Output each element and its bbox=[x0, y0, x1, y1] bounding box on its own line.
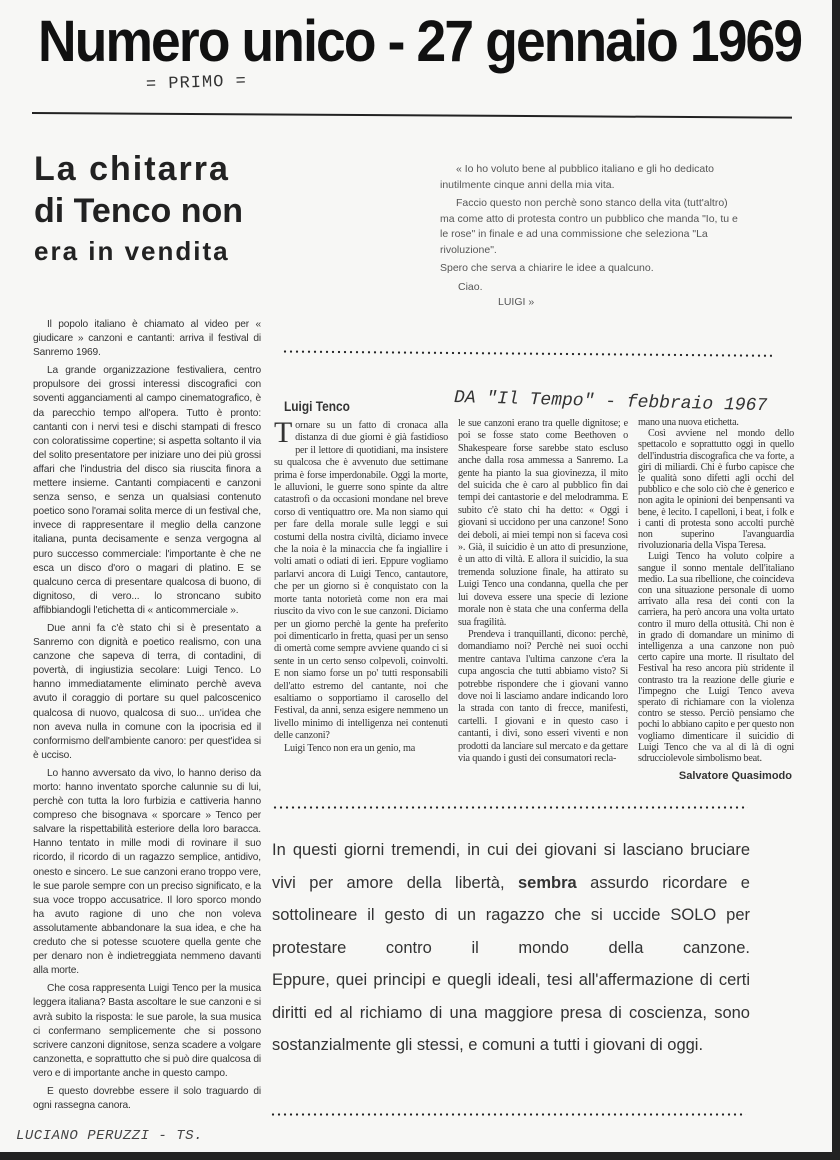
letter-paragraph: « Io ho voluto bene al pubblico italiano e gli ho dedicato inutilmente cinque anni della mia vita. bbox=[440, 163, 715, 191]
clipping-paragraph: Tornare su un fatto di cronaca alla distanza di due giorni è già fastidioso per il lettore di quotidiani, ma insistere su qualcosa che è avvenuto due settimane prima è forse imperdonabile. Oggi la morte, le alluvioni, le guerre sono spinte da altre catastrofi o da occasioni mondane nel breve corso di ventiquattro ore. Ma non siamo qui per fare della morale sulle leggi e sui costumi della nostra civiltà, diciamo invece che la noia è la minaccia che fa ingiallire i volti amati o odiati di ieri. Eppure vogliamo parlarvi ancora di Luigi Tenco, cantautore, che per un giorno si è conquistato con la morte tanta notorietà come non era mai riuscito da vivo con le sue canzoni. Diciamo per un giorno perchè la gente ha preferito poi dimenticarlo in fretta, quasi per un senso di omertà come sempre avviene quando ci si sente in un certo senso colpevoli, coinvolti. E non siamo forse un po' tutti responsabili dell'atto estremo del cantante, noi che esaltiamo o sopportiamo il carosello del Festival, da anni, senza esigere nemmeno un livello minimo di intelligenza nei contenuti delle canzoni? bbox=[274, 416, 448, 742]
article-paragraph: Lo hanno avversato da vivo, lo hanno deriso da morto: hanno inventato sporche calunnie su di lui, perchè con tutta la loro furbizia e cattiveria hanno compreso che bisognava « sporcare » Tenco per salvare la rispettabilità esteriore della loro baracca. Hanno tentato in mille modi di rovinare il suo ricordo, il ricordo di un ragazzo semplice, antidivo, onesto e sincero. Le sue canzoni erano troppo vere, le sue parole sempre con un preciso significato, e la sua voce troppo accusatrice. Il loro sporco mondo ha avuto ragione di uno che non voleva assolutamente abbandonare la sua idea, e che ha creduto che si potesse scuotere quella gente che per denaro non è indietreggiata nemmeno davanti alla morte. bbox=[33, 767, 261, 977]
drop-cap: T bbox=[274, 416, 293, 449]
handwritten-source-note: DA "Il Tempo" - febbraio 1967 bbox=[453, 388, 768, 417]
tenco-letter bbox=[440, 162, 740, 314]
masthead-rule bbox=[32, 112, 792, 119]
masthead-title: Numero unico - 27 gennaio 1969 bbox=[38, 9, 802, 74]
clipping-paragraph: Luigi Tenco ha voluto colpire a sangue il sonno mentale dell'italiano medio. La sua ribellione, che coincideva con una situazione personale di uomo arrivato alla resa dei conti con la carriera, ha però ancora una volta urtato contro il muro della ottusità. Chi non è in grado di domandare un minimo di intelligenza a una canzone non può certo capire una morte. Il risultato del Festival ha reso ancora più stridente il contrasto tra la reazione delle giurie e l'impegno che Luigi Tenco aveva sperato di richiamare con la violenza contro se stesso. Perciò pensiamo che pochi lo abbiano capito e per questo non vogliamo dimenticare il suicidio di Luigi Tenco che va al di là di ogni sdrucciolevole simbolismo beat. bbox=[638, 551, 794, 765]
scan-edge bbox=[0, 1152, 840, 1160]
dotted-separator bbox=[272, 806, 748, 809]
clipping-column-3 bbox=[638, 417, 794, 764]
handwritten-note: = PRIMO = bbox=[145, 72, 248, 95]
clipping-paragraph: mano una nuova etichetta. bbox=[638, 417, 739, 428]
article-paragraph: Due anni fa c'è stato chi si è presentato a Sanremo con dignità e poetico realismo, con una canzone che sapeva di terra, di contadini, di povertà, di ingiustizia secolare: Luigi Tenco. Lo hanno immediatamente eliminato perchè aveva avuto il coraggio di portare su quel palcoscenico qualcosa di nuovo, qualcosa di suo... un'idea che non aveva nulla in comune con la ipocrisia ed il conformismo dell'ambiente canoro: per quest'idea si è ucciso. bbox=[33, 622, 261, 761]
closing-paragraph-1: In questi giorni tremendi, in cui dei giovani si lasciano bruciare vivi per amore della libertà, sembra assurdo ricordare e sottolineare il gesto di un ragazzo che si uccide SOLO per protestare contro il mondo della canzone. bbox=[272, 841, 750, 957]
article-headline bbox=[34, 148, 243, 270]
letter-closing: Ciao. bbox=[458, 280, 483, 293]
dotted-separator bbox=[282, 350, 772, 357]
clipping-column-2 bbox=[458, 418, 628, 765]
handwritten-signature: LUCIANO PERUZZI - TS. bbox=[16, 1128, 203, 1144]
closing-statement bbox=[272, 834, 750, 1062]
clipping-author: Salvatore Quasimodo bbox=[678, 770, 792, 782]
article-paragraph: Il popolo italiano è chiamato al video per « giudicare » canzoni e cantanti: arriva il festival di Sanremo 1969. bbox=[33, 319, 261, 359]
clipping-column-1 bbox=[274, 416, 448, 755]
clipping-paragraph: le sue canzoni erano tra quelle dignitose; e poi se fosse stato come Beethoven o Shakespeare forse sarebbe stato escluso anche dalla rosa ammessa a Sanremo. La gente ha pianto la sua giovinezza, il mito del suicida che è caro al pubblico fin dai tempi dei cantastorie e del melodramma. E subito c'è stato chi ha detto: « Oggi i giovani si uccidono per una canzone! Sono dei deboli, ai miei tempi non si faceva così ». Già, il suicidio è un atto di presunzione, è un atto di viltà. E allora il suicidio, la sua tremenda soluzione finale, ha attirato su Luigi Tenco una condanna, quella che per lui doveva essere una specie di lezione morale non è stata che una conferma della sua fragilità. bbox=[458, 418, 628, 628]
dotted-separator bbox=[270, 1113, 746, 1116]
closing-paragraph-2: Eppure, quei principi e quegli ideali, tesi all'affermazione di certi diritti ed al richiamo di una maggiore presa di coscienza, sono sostanzialmente gli stessi, e comuni a tutti i giovani di oggi. bbox=[272, 971, 750, 1054]
letter-paragraph: Faccio questo non perchè sono stanco della vita (tutt'altro) ma come atto di protesta contro un pubblico che manda "Io, tu e le rose" in finale e ad una commissione che seleziona "La rivoluzione". bbox=[440, 197, 738, 256]
scan-edge bbox=[832, 0, 840, 1160]
left-article bbox=[33, 318, 261, 1117]
headline-line-2: di Tenco non bbox=[34, 192, 244, 230]
newspaper-clipping bbox=[270, 388, 800, 790]
clipping-paragraph: Così avviene nel mondo dello spettacolo e soprattutto oggi in quello dell'industria discografica che va forte, a giri di miliardi. Chi è furbo capisce che le qualità sono difetti agli occhi del pubblico e che solo ciò che è generico e non agita le opinioni dei benpensanti va bene, è lecito. I capelloni, i beat, i folk e i canti di protesta sono accolti purchè non superino l'avanguardia rivoluzionaria della Vispa Teresa. bbox=[638, 428, 794, 552]
article-paragraph: La grande organizzazione festivaliera, centro propulsore dei grossi interessi discografici con soventi agganciamenti al campo cinematografico, è da parecchio tempo all'opera. Tutto è pronto: cantanti con i nervi tesi e dischi stampati di fresco con coloratissime copertine; si aspetta soltanto il via del solito presentatore per iniziare uno dei più grossi affari che l'industria del disco sia riuscita finora a mettere insieme. Cantanti compiacenti e canzoni senza senso, e senza un qualsiasi contenuto poetico sono l'oramai solita merce di un festival che, invece di rappresentare il meglio della canzone italiana, punta decisamente e senza vergogna al puro successo commerciale: l'importante è che ne esca un disco d'oro o magari di platino. E se qualcuno cerca di presentare qualcosa di buono, di dignitoso, di vero... lo stroncano subito affibbiandogli l'etichetta di « anticommerciale ». bbox=[33, 365, 261, 616]
headline-line-1: La chitarra bbox=[34, 150, 230, 188]
headline-line-3: era in vendita bbox=[34, 236, 230, 266]
letter-signature: LUIGI » bbox=[498, 296, 535, 308]
clipping-paragraph: Prendeva i tranquillanti, dicono: perchè, domandiamo noi? Perchè nei suoi occhi mentre cantava l'ultima canzone c'era la cupa angoscia che tutti abbiamo visto? Si potrebbe rispondere che i giovani vanno dove noi li lasciamo andare indicando loro la strada con tanto di frecce, manifesti, cartelli. I giovani e in questo caso i cantanti, i divi, sono esseri viventi e non prodotti da lanciare sul mercato e da gettare via quando i gusti dei consumatori recla- bbox=[458, 628, 628, 764]
emphasis: sembra bbox=[518, 873, 577, 892]
letter-paragraph: Spero che serva a chiarire le idee a qualcuno. bbox=[440, 262, 654, 274]
clipping-title: Luigi Tenco bbox=[284, 398, 350, 414]
clipping-paragraph: Luigi Tenco non era un genio, ma bbox=[284, 742, 416, 754]
article-paragraph: Che cosa rappresenta Luigi Tenco per la musica leggera italiana? Basta ascoltare le sue canzoni e si avrà subito la risposta: le sue parole, la sua musica ci confermano semplicemente che si possono scrivere canzoni dignitose, senza scadere a volgare canzonetta, e soprattutto che si può dire qualcosa di vero e di importante anche in questo campo. bbox=[33, 983, 261, 1079]
article-paragraph: E questo dovrebbe essere il solo traguardo di ogni rassegna canora. bbox=[33, 1085, 261, 1112]
